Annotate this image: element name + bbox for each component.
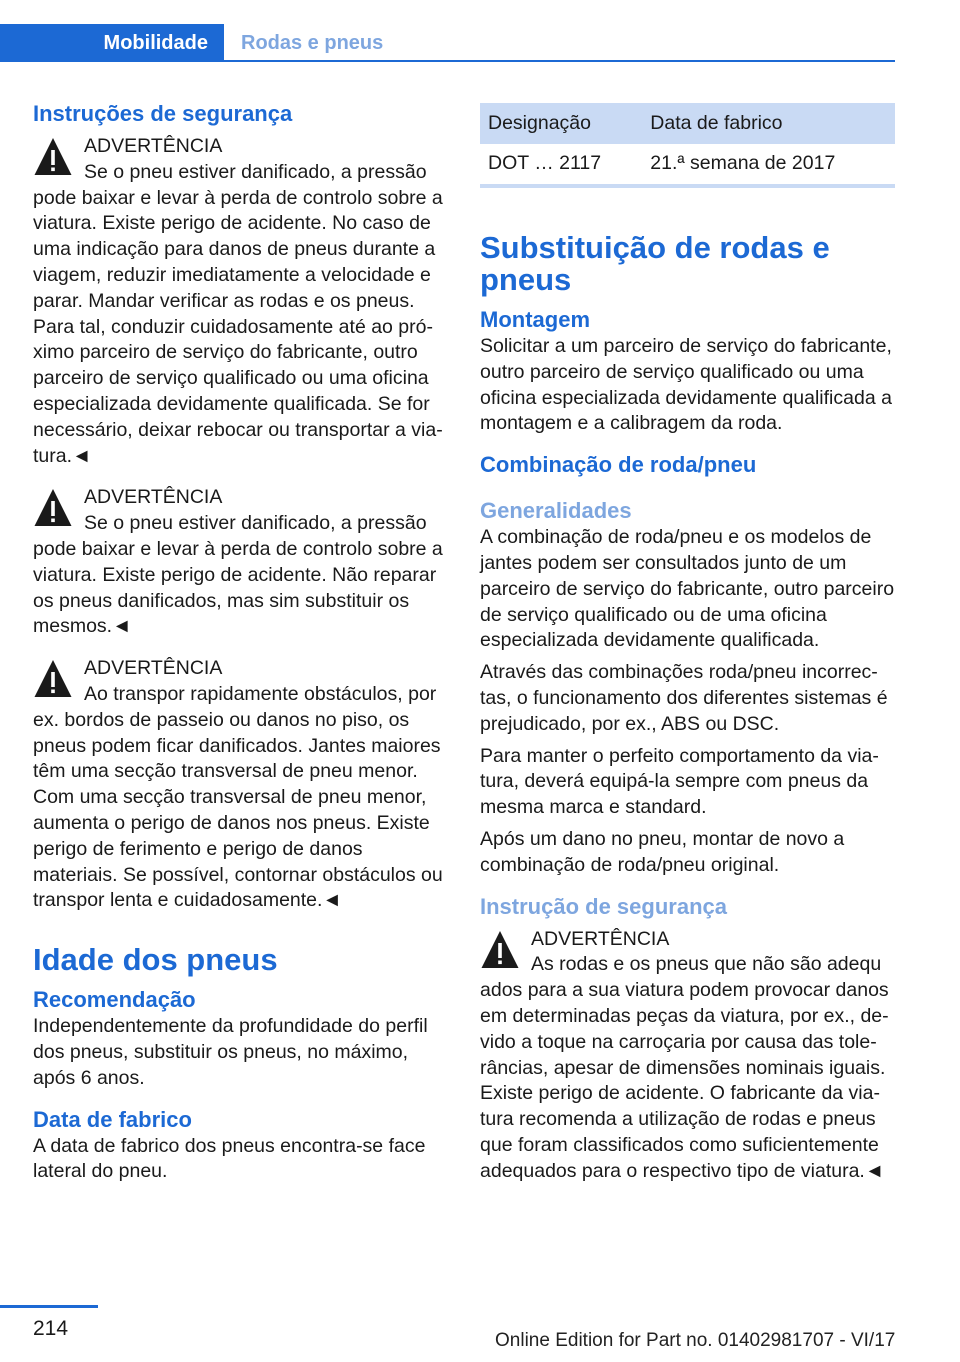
warning-first-line: Se o pneu estiver danificado, a pressão <box>84 512 427 535</box>
warning-triangle-icon <box>33 487 73 529</box>
warning-title: ADVERTÊNCIA <box>84 657 223 680</box>
recommendation-heading: Recomendação <box>33 987 196 1013</box>
table-header-row <box>480 103 895 144</box>
table-row <box>480 144 895 186</box>
recommendation-text: Independentemente da profundidade do perfil dos pneus, substituir os pneus, no máximo, após 6 anos. <box>33 1015 428 1089</box>
manufacture-date-text: A data de fabrico dos pneus encontra-se face lateral do pneu. <box>33 1134 426 1183</box>
general-paragraph: Para manter o perfeito comportamento da viatura, deverá equipá-la sempre com pneus da mesma marca e standard. <box>480 744 879 819</box>
warning-title: ADVERTÊNCIA <box>531 927 670 950</box>
warning-block <box>33 656 445 914</box>
section-tab-mobilidade: Mobilidade <box>0 24 224 62</box>
general-paragraph: A combinação de roda/pneu e os modelos de jantes podem ser consultados junto de um parceiro de serviço do fabricante, outro parceiro de serviço qualificado ou de uma oficina especializada devidamente qualificada. <box>480 526 895 652</box>
right-column <box>480 100 895 1201</box>
warning-text: pode baixar e levar à perda de controlo sobre a viatura. Existe perigo de acidente. No caso de uma indicação para danos de pneus durante a viagem, reduzir imediatamente a velocidade e parar. Mandar verificar as rodas e os pneus. Para tal, conduzir cuidadosamente até ao próximo parceiro de serviço do fabricante, outro parceiro de serviço qualificado ou uma oficina especializada devidamente qualificada. Se for necessário, deixar rebocar ou transportar a viatura.◄ <box>33 186 443 467</box>
warning-text: pode baixar e levar à perda de controlo sobre a viatura. Existe perigo de acidente. Não reparar os pneus danificados, mas sim substituir os mesmos.◄ <box>33 537 443 638</box>
warning-block <box>33 134 445 469</box>
header-divider <box>0 60 895 62</box>
warning-title: ADVERTÊNCIA <box>84 486 223 509</box>
table-cell: 21.ª semana de 2017 <box>642 144 895 186</box>
manufacture-date-heading: Data de fabrico <box>33 1106 192 1132</box>
general-paragraph: Através das combinações roda/pneu incorrectas, o funcionamento dos diferentes sistemas é prejudicado, por ex., ABS ou DSC. <box>480 661 888 735</box>
warning-first-line: Se o pneu estiver danificado, a pressão <box>84 160 427 183</box>
combo-heading: Combinação de roda/pneu <box>480 452 757 478</box>
warning-text: ex. bordos de passeio ou danos no piso, os pneus podem ficar danificados. Jantes maiores têm uma secção transversal de pneu menor. Com uma secção transversal de pneu menor, aumenta o perigo de danos nos pneus. Existe perigo de ferimento e perigo de danos materiais. Se possível, contornar obstáculos ou transpor lenta e cuidadosamente.◄ <box>33 708 443 912</box>
page-number: 214 <box>33 1317 69 1340</box>
section-tab-rodas-pneus: Rodas e pneus <box>241 31 384 54</box>
warning-triangle-icon <box>480 929 520 971</box>
assembly-heading: Montagem <box>480 307 590 332</box>
table-header-cell: Designação <box>480 103 642 144</box>
page-header <box>0 0 895 62</box>
warning-triangle-icon <box>33 136 73 178</box>
safety-heading: Instruções de segurança <box>33 101 293 126</box>
left-column <box>33 100 445 1191</box>
warning-block <box>480 927 895 1185</box>
warning-triangle-icon <box>33 658 73 700</box>
dot-code-table <box>480 103 895 188</box>
edition-footer: Online Edition for Part no. 01402981707 - VI/17 <box>495 1330 896 1351</box>
warning-block <box>33 485 445 640</box>
replace-heading: Substituição de rodas e pneus <box>480 230 830 297</box>
general-paragraph: Após um dano no pneu, montar de novo a combinação de roda/pneu original. <box>480 827 845 876</box>
general-heading: Generalidades <box>480 498 632 524</box>
warning-title: ADVERTÊNCIA <box>84 135 223 157</box>
assembly-text: Solicitar a um parceiro de serviço do fabricante, outro parceiro de serviço qualificado ou uma oficina especializada devidamente qualificada a montagem e a calibragem da roda. <box>480 335 892 435</box>
table-header-cell: Data de fabrico <box>642 103 895 144</box>
warning-first-line: As rodas e os pneus que não são adequ <box>531 953 882 976</box>
tire-age-heading: Idade dos pneus <box>33 942 278 978</box>
warning-first-line: Ao transpor rapidamente obstáculos, por <box>84 682 437 705</box>
page-number-bar <box>0 1305 98 1308</box>
table-cell: DOT … 2117 <box>480 144 642 186</box>
warning-text: ados para a sua viatura podem provocar danos em determinadas peças da viatura, por ex., devido a toque na carroçaria por causa das tolerâncias, apesar de dimensões nominais iguais. Existe perigo de acidente. O fabricante da viatura recomenda a utilização de rodas e pneus que foram classificados como suficientemente adequados para o respectivo tipo de viatura.◄ <box>480 979 889 1182</box>
safety-instruction-heading: Instrução de segurança <box>480 893 727 919</box>
